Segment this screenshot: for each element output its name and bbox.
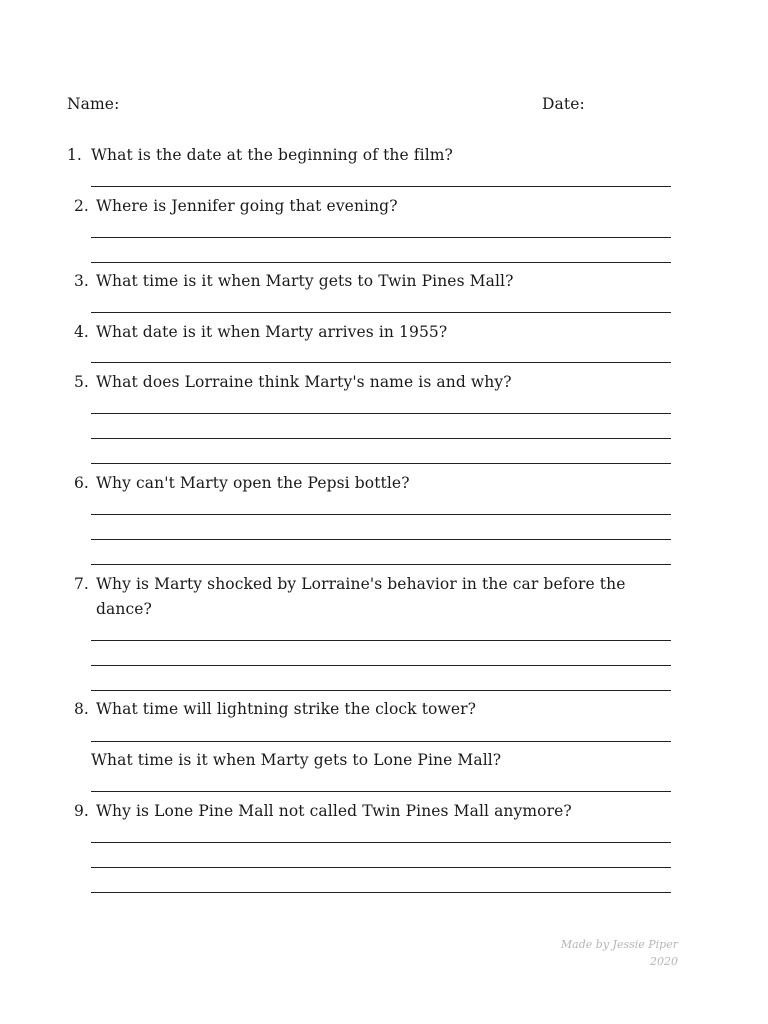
credit-author: Made by Jessie Piper (560, 938, 678, 951)
answer-line[interactable] (91, 463, 671, 464)
answer-line[interactable] (91, 237, 671, 238)
question-9-number: 9. (74, 802, 89, 820)
question-3-text: What time is it when Marty gets to Twin Pines Mall? (96, 272, 514, 290)
question-9-text: Why is Lone Pine Mall not called Twin Pines Mall anymore? (96, 802, 572, 820)
answer-line[interactable] (91, 564, 671, 565)
question-8-followup: What time is it when Marty gets to Lone Pine Mall? (91, 751, 502, 769)
answer-line[interactable] (91, 867, 671, 868)
answer-line[interactable] (91, 186, 671, 187)
answer-line[interactable] (91, 741, 671, 742)
answer-line[interactable] (91, 413, 671, 414)
question-8-text: What time will lightning strike the clock tower? (96, 700, 477, 718)
answer-line[interactable] (91, 665, 671, 666)
name-label: Name: (67, 95, 120, 113)
answer-line[interactable] (91, 539, 671, 540)
question-4-number: 4. (74, 323, 89, 341)
question-6-text: Why can't Marty open the Pepsi bottle? (96, 474, 410, 492)
date-label: Date: (542, 95, 585, 113)
answer-line[interactable] (91, 362, 671, 363)
answer-line[interactable] (91, 640, 671, 641)
answer-line[interactable] (91, 842, 671, 843)
answer-line[interactable] (91, 438, 671, 439)
question-1-number: 1. (67, 146, 82, 164)
question-1-text: What is the date at the beginning of the film? (91, 146, 453, 164)
question-6-number: 6. (74, 474, 89, 492)
question-7-text-continued: dance? (96, 600, 152, 618)
question-5-number: 5. (74, 373, 89, 391)
answer-line[interactable] (91, 892, 671, 893)
question-5-text: What does Lorraine think Marty's name is and why? (96, 373, 512, 391)
answer-line[interactable] (91, 514, 671, 515)
credit-year: 2020 (650, 955, 678, 968)
question-4-text: What date is it when Marty arrives in 1955? (96, 323, 448, 341)
answer-line[interactable] (91, 690, 671, 691)
question-3-number: 3. (74, 272, 89, 290)
question-7-number: 7. (74, 575, 89, 593)
question-7-text: Why is Marty shocked by Lorraine's behavior in the car before the (96, 575, 626, 593)
answer-line[interactable] (91, 262, 671, 263)
question-2-text: Where is Jennifer going that evening? (96, 197, 398, 215)
answer-line[interactable] (91, 791, 671, 792)
question-2-number: 2. (74, 197, 89, 215)
answer-line[interactable] (91, 312, 671, 313)
question-8-number: 8. (74, 700, 89, 718)
